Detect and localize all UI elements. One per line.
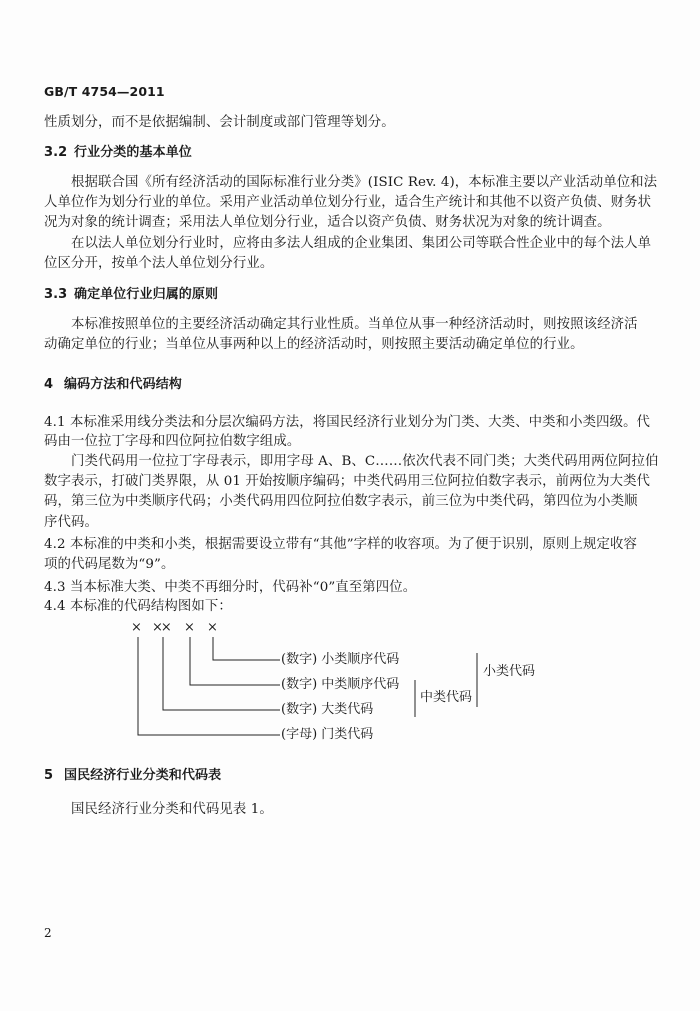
connector-line-class xyxy=(213,637,280,660)
paragraph-line: 4.2 本标准的中类和小类，根据需要设立带有“其他”字样的收容项。为了便于识别，原则上规定收容 xyxy=(44,537,637,552)
section-number: 5 xyxy=(44,768,54,783)
paragraph-line: 国民经济行业分类和代码见表 1。 xyxy=(71,802,273,817)
code-mark-section: × xyxy=(131,620,142,635)
paragraph-line: 在以法人单位划分行业时，应将由多法人组成的企业集团、集团公司等联合性企业中的每个法人单 xyxy=(71,236,652,251)
code-mark-group: × xyxy=(184,620,195,635)
label-section: (字母) 门类代码 xyxy=(281,727,374,742)
group-label-small-code: 小类代码 xyxy=(483,664,536,679)
paragraph-line: 项的代码尾数为“9”。 xyxy=(44,557,175,572)
connector-line-group xyxy=(190,637,280,685)
code-mark-division: ×× xyxy=(152,620,170,635)
label-division: (数字) 大类代码 xyxy=(281,702,374,717)
paragraph-line: 4.3 当本标准大类、中类不再细分时，代码补“0”直至第四位。 xyxy=(44,580,417,595)
paragraph-line: 数字表示，打破门类界限，从 01 开始按顺序编码；中类代码用三位阿拉伯数字表示，前两位为大类代 xyxy=(44,474,651,489)
connector-line-division xyxy=(163,637,280,710)
paragraph-line: 根据联合国《所有经济活动的国际标准行业分类》(ISIC Rev. 4)，本标准主要以产业活动单位和法 xyxy=(71,175,658,190)
code-mark-class: × xyxy=(207,620,218,635)
section-number: 3.2 xyxy=(44,145,68,160)
paragraph-line: 门类代码用一位拉丁字母表示，即用字母 A、B、C……依次代表不同门类；大类代码用两位阿拉伯 xyxy=(71,454,659,469)
continuation-text: 性质划分，而不是依据编制、会计制度或部门管理等划分。 xyxy=(44,115,395,130)
section-title: 确定单位行业归属的原则 xyxy=(74,287,219,302)
paragraph-line: 本标准按照单位的主要经济活动确定其行业性质。当单位从事一种经济活动时，则按照该经济活 xyxy=(71,317,638,332)
section-title: 国民经济行业分类和代码表 xyxy=(64,768,222,783)
document-code-header: GB/T 4754—2011 xyxy=(44,84,165,99)
connector-line-section xyxy=(138,637,280,735)
section-5-heading xyxy=(44,767,221,785)
section-title: 行业分类的基本单位 xyxy=(74,145,192,160)
paragraph-line: 人单位作为划分行业的单位。采用产业活动单位划分行业，适合生产统计和其他不以资产负债、财务状 xyxy=(44,195,652,210)
paragraph-line: 序代码。 xyxy=(44,515,98,530)
label-group-seq: (数字) 中类顺序代码 xyxy=(281,677,400,692)
group-label-mid-code: 中类代码 xyxy=(420,690,473,705)
page-number: 2 xyxy=(44,926,52,940)
paragraph-line: 位区分开，按单个法人单位划分行业。 xyxy=(44,256,274,271)
section-number: 4 xyxy=(44,377,54,392)
paragraph-line: 况为对象的统计调查；采用法人单位划分行业，适合以资产负债、财务状况为对象的统计调查。 xyxy=(44,215,611,230)
paragraph-line: 码由一位拉丁字母和四位阿拉伯数字组成。 xyxy=(44,434,301,449)
paragraph-line: 动确定单位的行业；当单位从事两种以上的经济活动时，则按照主要活动确定单位的行业。 xyxy=(44,337,584,352)
section-title: 编码方法和代码结构 xyxy=(64,377,182,392)
paragraph-line: 4.1 本标准采用线分类法和分层次编码方法，将国民经济行业划分为门类、大类、中类和小类四级。代 xyxy=(44,415,651,430)
paragraph-line: 4.4 本标准的代码结构图如下： xyxy=(44,599,232,614)
label-class-seq: (数字) 小类顺序代码 xyxy=(281,652,400,667)
paragraph-line: 码，第三位为中类顺序代码；小类代码用四位阿拉伯数字表示，前三位为中类代码，第四位为小类顺 xyxy=(44,494,638,509)
section-number: 3.3 xyxy=(44,287,68,302)
